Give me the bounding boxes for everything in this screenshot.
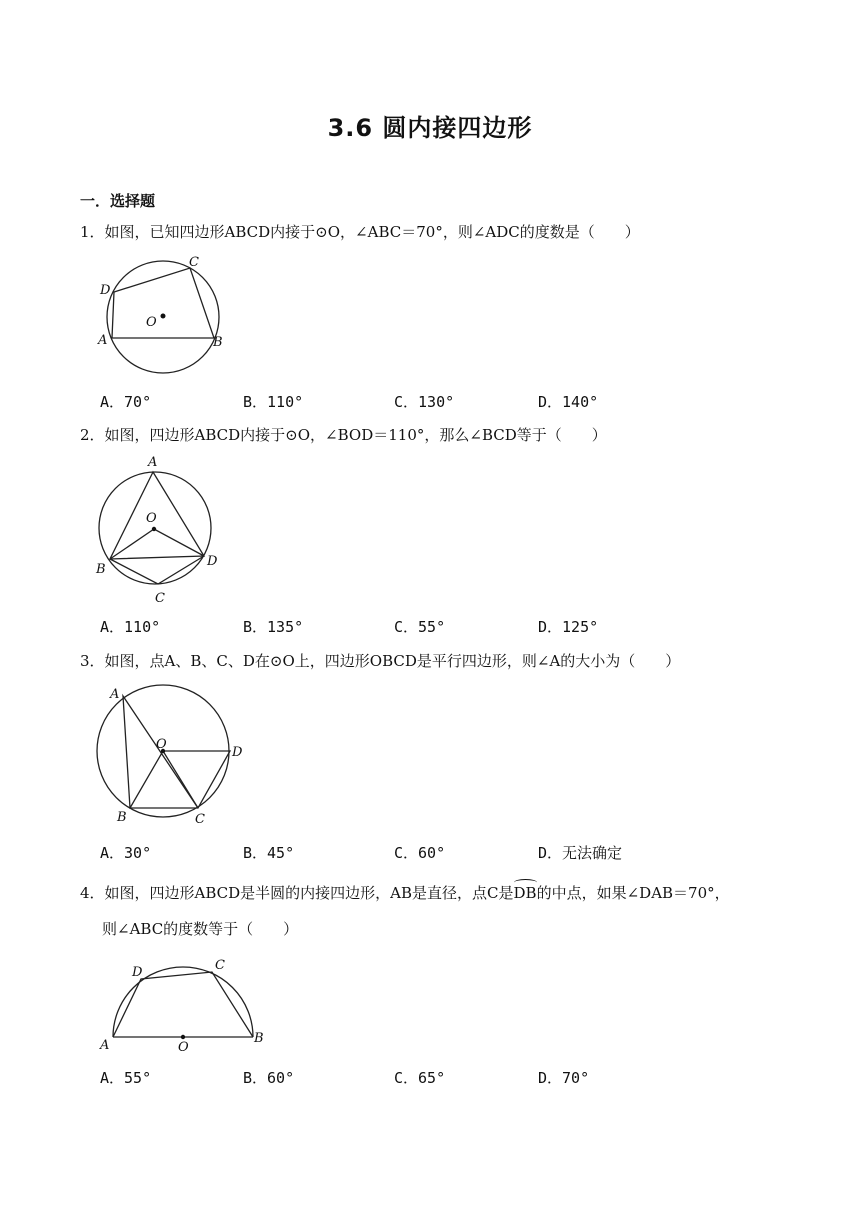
label-d: D: [207, 554, 218, 569]
q1-option-b[interactable]: B．110°: [243, 393, 304, 411]
q3-option-b[interactable]: B．45°: [243, 844, 295, 862]
q1-option-d[interactable]: D．140°: [538, 393, 599, 411]
question-4-text-line2: 则∠ABC的度数等于（ ）: [102, 920, 299, 938]
q3-option-d[interactable]: D．无法确定: [538, 844, 623, 862]
label-a: A: [98, 333, 108, 348]
label-o: O: [178, 1040, 189, 1055]
quadrilateral-adcb: [113, 972, 253, 1037]
arc-db-label: DB: [513, 884, 537, 902]
label-c: C: [155, 591, 165, 606]
section-heading: 一．选择题: [80, 192, 156, 210]
q4-option-c[interactable]: C．65°: [394, 1069, 446, 1087]
label-b: B: [96, 562, 106, 577]
q3-option-a[interactable]: A．30°: [100, 844, 152, 862]
q4-option-b[interactable]: B．60°: [243, 1069, 295, 1087]
label-b: B: [213, 335, 223, 350]
label-c: C: [189, 255, 199, 270]
q2-option-d[interactable]: D．125°: [538, 618, 599, 636]
center-point: [181, 1035, 185, 1039]
q2-option-c[interactable]: C．55°: [394, 618, 446, 636]
quadrilateral-abcd: [112, 268, 214, 338]
label-o: O: [156, 737, 167, 752]
q3-option-c[interactable]: C．60°: [394, 844, 446, 862]
segment-oc: [163, 751, 198, 808]
question-2-text: 2．如图，四边形ABCD内接于⊙O，∠BOD＝110°，那么∠BCD等于（ ）: [80, 426, 607, 444]
q4-option-a[interactable]: A．55°: [100, 1069, 152, 1087]
question-4-text-after: 的中点，如果∠DAB＝70°，: [536, 884, 730, 902]
q2-option-a[interactable]: A．110°: [100, 618, 161, 636]
label-a: A: [100, 1038, 110, 1053]
q1-option-a[interactable]: A．70°: [100, 393, 152, 411]
q4-option-d[interactable]: D．70°: [538, 1069, 590, 1087]
label-d: D: [100, 283, 111, 298]
page-title: 3.6 圆内接四边形: [327, 114, 533, 142]
question-4-text: [80, 883, 730, 903]
label-a: A: [148, 455, 158, 470]
label-o: O: [146, 511, 157, 526]
question-4-figure: [96, 950, 276, 1058]
label-b: B: [254, 1031, 264, 1046]
label-c: C: [215, 958, 225, 973]
question-2-figure: [90, 452, 230, 610]
question-3-figure: [90, 678, 250, 828]
label-o: O: [146, 315, 157, 330]
center-point: [152, 527, 156, 531]
center-point: [161, 314, 166, 319]
label-b: B: [117, 810, 127, 825]
label-d: D: [232, 745, 243, 760]
segments-ba-ac: [123, 696, 198, 808]
label-c: C: [195, 812, 205, 827]
question-1-figure: [92, 252, 232, 382]
q1-option-c[interactable]: C．130°: [394, 393, 455, 411]
question-3-text: 3．如图，点A、B、C、D在⊙O上，四边形OBCD是平行四边形，则∠A的大小为（ ）: [80, 652, 681, 670]
segments-bcd: [110, 556, 204, 584]
question-1-text: 1．如图，已知四边形ABCD内接于⊙O，∠ABC＝70°，则∠ADC的度数是（ ）: [80, 223, 640, 241]
label-d: D: [132, 965, 143, 980]
q2-option-b[interactable]: B．135°: [243, 618, 304, 636]
question-4-text-before: 4．如图，四边形ABCD是半圆的内接四边形，AB是直径，点C是: [80, 884, 514, 902]
triangle-abd: [110, 472, 204, 559]
label-a: A: [110, 687, 120, 702]
